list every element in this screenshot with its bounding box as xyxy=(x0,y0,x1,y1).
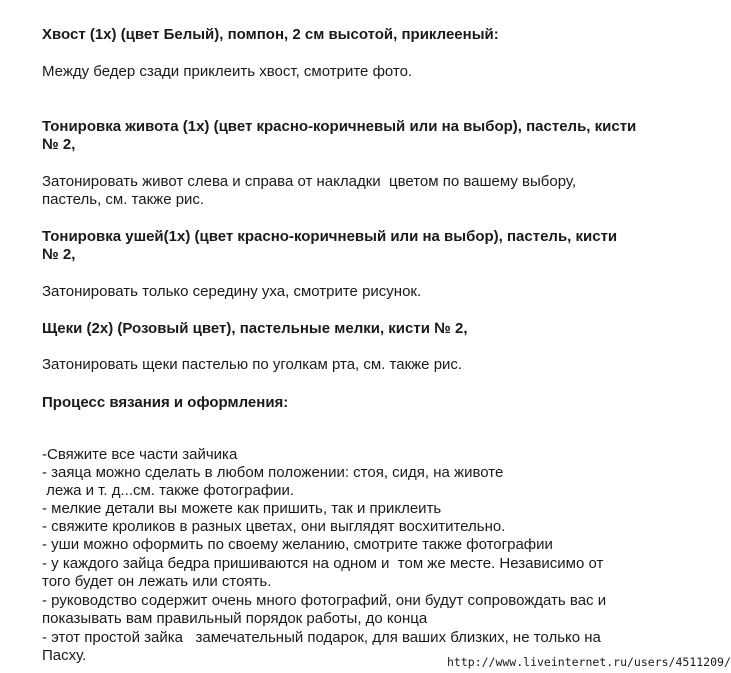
cheeks-heading: Щеки (2x) (Розовый цвет), пастельные мелки, кисти № 2, xyxy=(42,320,468,337)
belly-toning-heading-line-2: № 2, xyxy=(42,136,76,153)
belly-toning-instruction-line-1: Затонировать живот слева и справа от накладки цветом по вашему выбору, xyxy=(42,173,577,190)
process-line-12: Пасху. xyxy=(42,647,87,664)
tail-heading: Хвост (1x) (цвет Белый), помпон, 2 см высотой, приклееный: xyxy=(42,26,499,43)
process-line-3: лежа и т. д...см. также фотографии. xyxy=(42,482,295,499)
process-line-9: - руководство содержит очень много фотографий, они будут сопровождать вас и xyxy=(42,592,607,609)
process-line-1: -Свяжите все части зайчика xyxy=(42,446,238,463)
process-line-7: - у каждого зайца бедра пришиваются на одном и том же месте. Независимо от xyxy=(42,555,604,572)
process-line-10: показывать вам правильный порядок работы, до конца xyxy=(42,610,428,627)
ear-toning-instruction: Затонировать только середину уха, смотрите рисунок. xyxy=(42,283,422,300)
belly-toning-heading-line-1: Тонировка живота (1x) (цвет красно-коричневый или на выбор), пастель, кисти xyxy=(42,118,637,135)
ear-toning-heading-line-1: Тонировка ушей(1x) (цвет красно-коричневый или на выбор), пастель, кисти xyxy=(42,228,618,245)
source-url-watermark: http://www.liveinternet.ru/users/4511209/ xyxy=(447,655,731,669)
process-line-11: - этот простой зайка замечательный подарок, для ваших близких, не только на xyxy=(42,629,601,646)
process-line-2: - заяца можно сделать в любом положении: стоя, сидя, на животе xyxy=(42,464,504,481)
process-line-8: того будет он лежать или стоять. xyxy=(42,573,272,590)
ear-toning-heading-line-2: № 2, xyxy=(42,246,76,263)
process-line-5: - свяжите кроликов в разных цветах, они выглядят восхитительно. xyxy=(42,518,506,535)
cheeks-instruction: Затонировать щеки пастелью по уголкам рта, см. также рис. xyxy=(42,356,463,373)
process-line-4: - мелкие детали вы можете как пришить, так и приклеить xyxy=(42,500,442,517)
process-heading: Процесс вязания и оформления: xyxy=(42,394,289,411)
belly-toning-instruction-line-2: пастель, см. также рис. xyxy=(42,191,205,208)
process-line-6: - уши можно оформить по своему желанию, смотрите также фотографии xyxy=(42,536,553,553)
tail-instruction: Между бедер сзади приклеить хвост, смотрите фото. xyxy=(42,63,413,80)
